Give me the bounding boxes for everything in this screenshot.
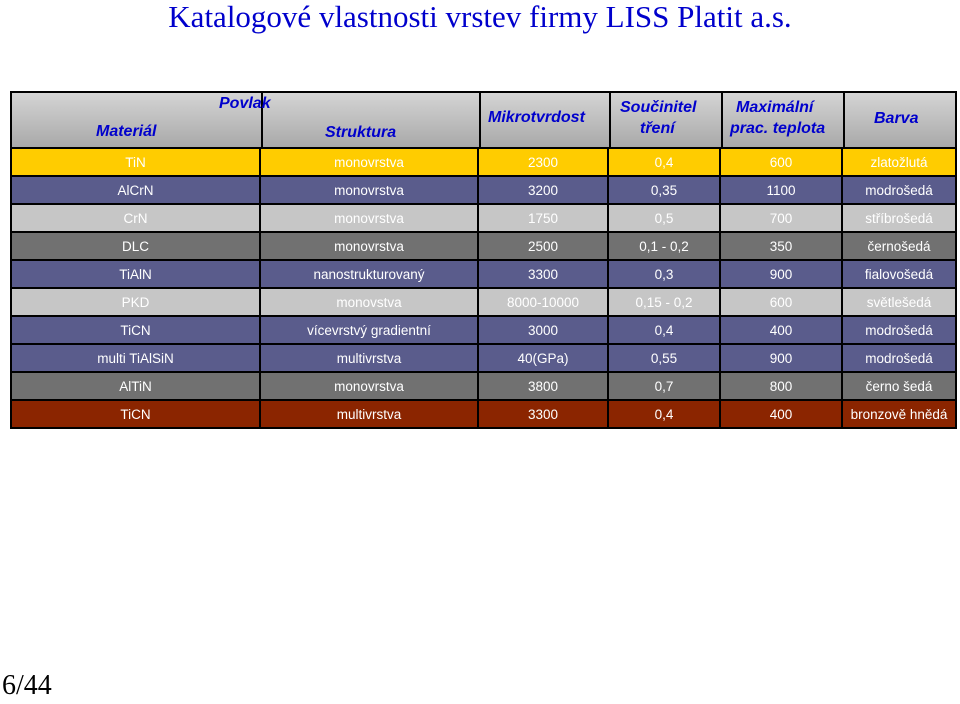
table-row bbox=[12, 345, 955, 371]
cell-struktura: monovrstva bbox=[261, 373, 479, 399]
cell-soucinitel: 0,7 bbox=[609, 373, 721, 399]
cell-barva: zlatožlutá bbox=[843, 149, 955, 175]
cell-barva: modrošedá bbox=[843, 317, 955, 343]
cell-teplota: 400 bbox=[721, 401, 843, 427]
cell-mikrotvrdost: 3200 bbox=[479, 177, 609, 203]
table-row bbox=[12, 177, 955, 203]
cell-teplota: 700 bbox=[721, 205, 843, 231]
cell-material: DLC bbox=[12, 233, 261, 259]
cell-soucinitel: 0,1 - 0,2 bbox=[609, 233, 721, 259]
cell-barva: stříbrošedá bbox=[843, 205, 955, 231]
cell-barva: modrošedá bbox=[843, 345, 955, 371]
cell-teplota: 350 bbox=[721, 233, 843, 259]
cell-mikrotvrdost: 3300 bbox=[479, 261, 609, 287]
cell-mikrotvrdost: 3800 bbox=[479, 373, 609, 399]
cell-soucinitel: 0,3 bbox=[609, 261, 721, 287]
cell-barva: modrošedá bbox=[843, 177, 955, 203]
cell-mikrotvrdost: 2500 bbox=[479, 233, 609, 259]
cell-soucinitel: 0,15 - 0,2 bbox=[609, 289, 721, 315]
table-row bbox=[12, 401, 955, 427]
cell-teplota: 800 bbox=[721, 373, 843, 399]
cell-soucinitel: 0,4 bbox=[609, 401, 721, 427]
cell-struktura: nanostrukturovaný bbox=[261, 261, 479, 287]
cell-mikrotvrdost: 3300 bbox=[479, 401, 609, 427]
cell-material: TiN bbox=[12, 149, 261, 175]
cell-barva: světlešedá bbox=[843, 289, 955, 315]
page-number: 6/44 bbox=[2, 670, 52, 701]
header-mikrotvrdost: Mikrotvrdost bbox=[488, 109, 585, 126]
cell-teplota: 900 bbox=[721, 261, 843, 287]
header-max-line2: prac. teplota bbox=[730, 120, 826, 137]
cell-material: AlTiN bbox=[12, 373, 261, 399]
cell-struktura: monovrstva bbox=[261, 205, 479, 231]
table-row bbox=[12, 233, 955, 259]
header-max-line1: Maximální bbox=[736, 99, 814, 116]
table-row bbox=[12, 289, 955, 315]
cell-struktura: multivrstva bbox=[261, 401, 479, 427]
cell-mikrotvrdost: 8000-10000 bbox=[479, 289, 609, 315]
cell-teplota: 600 bbox=[721, 149, 843, 175]
header-soucinitel-line1: Součinitel bbox=[620, 99, 697, 116]
table-row bbox=[12, 317, 955, 343]
cell-material: TiCN bbox=[12, 317, 261, 343]
cell-soucinitel: 0,4 bbox=[609, 317, 721, 343]
cell-teplota: 900 bbox=[721, 345, 843, 371]
header-soucinitel-line2: tření bbox=[640, 120, 675, 137]
cell-teplota: 1100 bbox=[721, 177, 843, 203]
cell-material: PKD bbox=[12, 289, 261, 315]
cell-teplota: 600 bbox=[721, 289, 843, 315]
cell-barva: bronzově hnědá bbox=[843, 401, 955, 427]
cell-soucinitel: 0,4 bbox=[609, 149, 721, 175]
table-header bbox=[12, 93, 955, 149]
cell-struktura: multivrstva bbox=[261, 345, 479, 371]
cell-material: AlCrN bbox=[12, 177, 261, 203]
cell-struktura: monovstva bbox=[261, 289, 479, 315]
cell-mikrotvrdost: 40(GPa) bbox=[479, 345, 609, 371]
cell-material: CrN bbox=[12, 205, 261, 231]
cell-teplota: 400 bbox=[721, 317, 843, 343]
table-row bbox=[12, 205, 955, 231]
header-barva: Barva bbox=[874, 110, 919, 127]
cell-mikrotvrdost: 1750 bbox=[479, 205, 609, 231]
cell-struktura: vícevrstvý gradientní bbox=[261, 317, 479, 343]
header-povlak: Povlak bbox=[219, 95, 271, 112]
cell-soucinitel: 0,35 bbox=[609, 177, 721, 203]
cell-struktura: monovrstva bbox=[261, 177, 479, 203]
header-material: Materiál bbox=[96, 123, 157, 140]
cell-barva: fialovošedá bbox=[843, 261, 955, 287]
slide-title: Katalogové vlastnosti vrstev firmy LISS Platit a.s. bbox=[168, 0, 792, 34]
cell-soucinitel: 0,55 bbox=[609, 345, 721, 371]
cell-soucinitel: 0,5 bbox=[609, 205, 721, 231]
header-struktura: Struktura bbox=[325, 124, 397, 141]
cell-struktura: monovrstva bbox=[261, 233, 479, 259]
table-body bbox=[12, 149, 955, 427]
table-row bbox=[12, 261, 955, 287]
cell-barva: černo šedá bbox=[843, 373, 955, 399]
coatings-table bbox=[10, 91, 957, 429]
cell-struktura: monovrstva bbox=[261, 149, 479, 175]
cell-material: multi TiAlSiN bbox=[12, 345, 261, 371]
cell-barva: černošedá bbox=[843, 233, 955, 259]
table-row bbox=[12, 149, 955, 175]
cell-material: TiAlN bbox=[12, 261, 261, 287]
cell-mikrotvrdost: 2300 bbox=[479, 149, 609, 175]
table-row bbox=[12, 373, 955, 399]
cell-mikrotvrdost: 3000 bbox=[479, 317, 609, 343]
cell-material: TiCN bbox=[12, 401, 261, 427]
